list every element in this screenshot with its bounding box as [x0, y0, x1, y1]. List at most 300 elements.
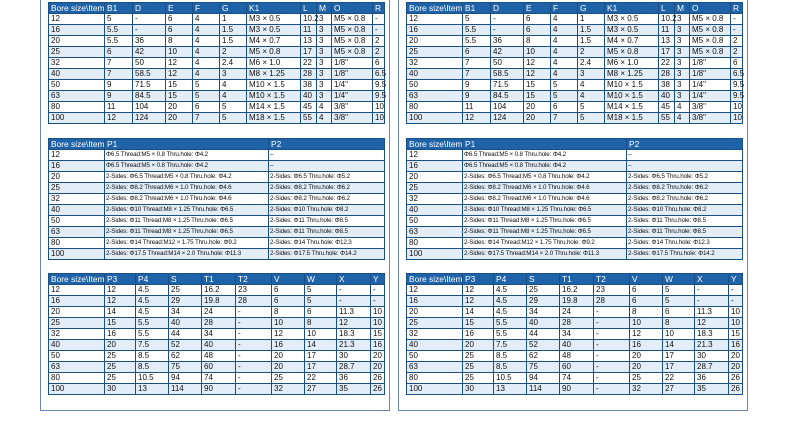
table-cell: 21.3	[695, 340, 729, 351]
table-cell: 6	[193, 102, 220, 113]
header-row	[407, 3, 743, 14]
table-cell: 42	[133, 47, 166, 58]
table-row	[407, 351, 743, 362]
header-row	[407, 274, 743, 285]
table-row	[407, 285, 743, 296]
column-header: L	[301, 3, 317, 14]
table-cell: 2.4	[578, 58, 605, 69]
table-cell: 52	[169, 340, 202, 351]
table-cell: 2-Sides: Φ17.5 Thru.hole: Φ14.2	[269, 249, 385, 260]
table-cell: 10.2	[659, 14, 675, 25]
table-cell: 2.4	[220, 58, 247, 69]
table-cell: -	[594, 373, 630, 384]
table-cell: 22	[301, 58, 317, 69]
column-header: Bore size\Item	[407, 3, 463, 14]
table-row	[407, 329, 743, 340]
table-cell: 50	[49, 351, 105, 362]
table-cell: 71.5	[133, 80, 166, 91]
table-cell: 15	[166, 80, 193, 91]
table-cell: M5 × 0.8	[332, 36, 373, 47]
table-cell: 6	[166, 25, 193, 36]
table-cell: 9	[463, 91, 491, 102]
column-header: P2	[627, 139, 743, 150]
table-cell: M5 × 0.8	[690, 47, 731, 58]
table-cell: 75	[169, 362, 202, 373]
table-cell: 2-Sides: Φ14 Thread:M12 × 1.75 Thru.hole: Φ9.2	[463, 238, 627, 249]
table-cell: 74	[202, 373, 236, 384]
table-cell: 6	[272, 285, 305, 296]
table-row	[49, 351, 385, 362]
table-cell: 2-Sides: Φ8.2 Thru.hole: Φ6.2	[269, 194, 385, 205]
table-cell: 58.5	[133, 69, 166, 80]
table-cell: 12	[463, 285, 494, 296]
column-header: O	[332, 3, 373, 14]
table-cell: 2-Sides: Φ8.2 Thru.hole: Φ6.2	[627, 194, 743, 205]
column-header: F	[193, 3, 220, 14]
table-cell: 23	[236, 285, 272, 296]
table-cell: 3/8"	[332, 113, 373, 124]
column-header: S	[169, 274, 202, 285]
table-cell: 1/8"	[690, 69, 731, 80]
table-cell: 80	[49, 102, 105, 113]
table-cell: 1/4"	[690, 91, 731, 102]
table-cell: 17	[663, 362, 695, 373]
table-cell: 3	[675, 25, 690, 36]
table-cell: 15	[524, 91, 551, 102]
table-cell: 8	[630, 307, 663, 318]
table-cell: 15	[166, 91, 193, 102]
table-cell: M5 × 0.8	[690, 14, 731, 25]
table-cell: 5	[578, 102, 605, 113]
table-cell: 3	[675, 14, 690, 25]
table-cell: 5.5	[463, 36, 491, 47]
table-cell: 16	[49, 161, 105, 172]
table-cell: 12	[630, 329, 663, 340]
table-cell: 90	[560, 384, 594, 395]
table-cell: 11	[463, 102, 491, 113]
table-cell: 20	[371, 351, 385, 362]
table-row	[407, 238, 743, 249]
table-cell: 3	[220, 69, 247, 80]
spec-panel-left	[40, 0, 390, 411]
table-cell: 29	[169, 296, 202, 307]
table-cell: 5.5	[105, 36, 133, 47]
table-cell: 2-Sides: Φ11 Thru.hole: Φ8.5	[269, 216, 385, 227]
table-cell: 8	[524, 36, 551, 47]
table-cell: 26	[729, 373, 743, 384]
table-cell: 80	[407, 102, 463, 113]
column-header: Bore size\Item	[49, 274, 105, 285]
table-cell: 25	[105, 373, 136, 384]
column-header: R	[731, 3, 743, 14]
table-cell: 16	[630, 340, 663, 351]
table-cell: -	[236, 362, 272, 373]
table-cell: 8.5	[494, 351, 527, 362]
table-cell: 6.5	[373, 69, 385, 80]
table-cell: 1	[220, 14, 247, 25]
table-cell: 63	[49, 91, 105, 102]
table-cell: 50	[407, 80, 463, 91]
table-cell: 2-Sides: Φ6.5 Thread:M5 × 0.8 Thru.hole: Φ4.2	[463, 172, 627, 183]
table-cell: 15	[524, 80, 551, 91]
table-cell: 48	[202, 351, 236, 362]
table-cell: 12	[166, 69, 193, 80]
table-cell: 13	[301, 36, 317, 47]
table-cell: 3	[675, 80, 690, 91]
table-cell: 20	[49, 172, 105, 183]
table-cell: 4.5	[494, 307, 527, 318]
table-cell: 10.5	[136, 373, 169, 384]
column-header: P3	[105, 274, 136, 285]
table-cell: 27	[663, 384, 695, 395]
table-cell: 80	[407, 373, 463, 384]
table-cell: 20	[166, 113, 193, 124]
table-cell: 5.5	[494, 318, 527, 329]
table-cell: 7.5	[136, 340, 169, 351]
table-cell: 32	[407, 58, 463, 69]
table-cell: 20	[272, 362, 305, 373]
table-cell: 10	[305, 329, 337, 340]
table-row	[49, 373, 385, 384]
table-cell: 34	[527, 307, 560, 318]
table-cell: 63	[407, 227, 463, 238]
column-header: P1	[463, 139, 627, 150]
table-cell: 2-Sides: Φ11 Thread:M8 × 1.25 Thru.hole: Φ6.5	[463, 216, 627, 227]
table-cell: -	[491, 14, 524, 25]
table-row	[49, 47, 385, 58]
table-cell: 25	[630, 373, 663, 384]
table-cell: M10 × 1.5	[605, 91, 659, 102]
table-cell: 25	[49, 183, 105, 194]
table-cell: 30	[105, 384, 136, 395]
table-row	[407, 384, 743, 395]
table-cell: 40	[407, 340, 463, 351]
table-row	[49, 238, 385, 249]
table-cell: –	[627, 161, 743, 172]
table-cell: 10	[729, 318, 743, 329]
table-cell: -	[373, 14, 385, 25]
table-cell: -	[695, 296, 729, 307]
table-cell: 4	[193, 58, 220, 69]
table-cell: 35	[695, 384, 729, 395]
table-cell: 4	[193, 14, 220, 25]
table-cell: 4	[551, 47, 578, 58]
column-header: E	[166, 3, 193, 14]
column-header: B1	[105, 3, 133, 14]
table-cell: 3	[317, 80, 332, 91]
table-cell: 100	[49, 113, 105, 124]
table-cell: -	[695, 285, 729, 296]
table-cell: 63	[49, 227, 105, 238]
table-cell: 104	[133, 102, 166, 113]
table-cell: 36	[491, 36, 524, 47]
table-cell: 74	[560, 373, 594, 384]
table-cell: 9.5	[731, 80, 743, 91]
table-cell: 8.5	[136, 362, 169, 373]
table-cell: 2-Sides: Φ11 Thru.hole: Φ8.5	[269, 227, 385, 238]
table-cell: 2-Sides: Φ8.2 Thread:M6 × 1.0 Thru.hole: Φ4.6	[105, 183, 269, 194]
table-cell: 4	[193, 47, 220, 58]
table-cell: 18.3	[695, 329, 729, 340]
column-header: Bore size\Item	[49, 139, 105, 150]
table-cell: 1/4"	[332, 91, 373, 102]
table-cell: 6	[663, 307, 695, 318]
table-cell: 62	[169, 351, 202, 362]
table-cell: 5	[551, 80, 578, 91]
table-row	[407, 69, 743, 80]
table-cell: 2-Sides: Φ14 Thru.hole: Φ12.3	[627, 238, 743, 249]
table-cell: 94	[527, 373, 560, 384]
table-cell: 11.3	[695, 307, 729, 318]
table-cell: 4	[551, 36, 578, 47]
table-cell: -	[594, 307, 630, 318]
table-cell: 40	[407, 205, 463, 216]
table-cell: 114	[169, 384, 202, 395]
port-table	[406, 138, 743, 260]
table-cell: 32	[49, 329, 105, 340]
table-cell: 28.7	[337, 362, 371, 373]
table-cell: 20	[407, 307, 463, 318]
table-cell: 44	[169, 329, 202, 340]
table-cell: 50	[407, 216, 463, 227]
table-cell: M3 × 0.5	[247, 25, 301, 36]
table-cell: 4	[578, 91, 605, 102]
table-cell: 10	[272, 318, 305, 329]
table-cell: 3	[675, 58, 690, 69]
table-cell: 2-Sides: Φ11 Thread:M8 × 1.25 Thru.hole: Φ6.5	[105, 227, 269, 238]
dimension-table-2	[406, 273, 743, 395]
table-cell: 42	[491, 47, 524, 58]
table-cell: 5.5	[463, 25, 491, 36]
table-cell: 5.5	[105, 25, 133, 36]
table-cell: 84.5	[491, 91, 524, 102]
table-cell: 13	[659, 36, 675, 47]
table-cell: Φ6.5 Thread:M5 × 0.8 Thru.hole: Φ4.2	[463, 150, 627, 161]
table-cell: 9	[463, 80, 491, 91]
table-cell: 16	[105, 329, 136, 340]
table-cell: 4	[578, 80, 605, 91]
table-cell: 5	[305, 296, 337, 307]
table-row	[407, 36, 743, 47]
header-row	[49, 3, 385, 14]
table-cell: 100	[407, 249, 463, 260]
table-cell: 30	[463, 384, 494, 395]
column-header: K1	[247, 3, 301, 14]
dimension-table-2	[48, 273, 385, 395]
table-cell: 2-Sides: Φ8.2 Thread:M6 × 1.0 Thru.hole: Φ4.6	[463, 183, 627, 194]
table-cell: 34	[560, 329, 594, 340]
table-cell: 6	[463, 47, 491, 58]
table-row	[49, 296, 385, 307]
spec-panel-right	[398, 0, 748, 411]
table-cell: M6 × 1.0	[605, 58, 659, 69]
table-cell: 40	[527, 318, 560, 329]
table-row	[49, 340, 385, 351]
table-cell: 10	[371, 318, 385, 329]
table-cell: 3	[675, 69, 690, 80]
table-cell: 12	[49, 14, 105, 25]
table-cell: 36	[695, 373, 729, 384]
table-row	[407, 91, 743, 102]
table-cell: M5 × 0.8	[605, 47, 659, 58]
table-cell: 22	[305, 373, 337, 384]
table-cell: 11	[105, 102, 133, 113]
table-cell: 16	[371, 340, 385, 351]
table-row	[407, 318, 743, 329]
table-cell: 14	[105, 307, 136, 318]
table-cell: 25	[105, 362, 136, 373]
table-cell: 26	[371, 373, 385, 384]
table-cell: -	[236, 329, 272, 340]
table-cell: M5 × 0.8	[690, 36, 731, 47]
table-cell: 3	[317, 25, 332, 36]
table-cell: 9	[105, 80, 133, 91]
table-cell: 4	[551, 58, 578, 69]
table-cell: 14	[463, 307, 494, 318]
column-header: Y	[729, 274, 743, 285]
table-cell: M5 × 0.8	[247, 47, 301, 58]
table-cell: 18.3	[337, 329, 371, 340]
table-row	[407, 249, 743, 260]
table-cell: -	[236, 307, 272, 318]
table-cell: 4.5	[494, 296, 527, 307]
table-cell: 50	[491, 58, 524, 69]
table-cell: 5	[578, 113, 605, 124]
table-cell: -	[236, 318, 272, 329]
table-cell: 10	[731, 102, 743, 113]
table-cell: 16	[272, 340, 305, 351]
table-cell: 10.2	[301, 14, 317, 25]
table-cell: 2-Sides: Φ11 Thread:M8 × 1.25 Thru.hole: Φ6.5	[105, 216, 269, 227]
table-cell: 5	[220, 113, 247, 124]
table-row	[407, 58, 743, 69]
table-cell: 6	[272, 296, 305, 307]
table-cell: 12	[49, 150, 105, 161]
table-row	[49, 161, 385, 172]
table-row	[407, 227, 743, 238]
table-cell: -	[729, 285, 743, 296]
table-cell: 34	[169, 307, 202, 318]
table-cell: M14 × 1.5	[247, 102, 301, 113]
table-row	[49, 194, 385, 205]
table-cell: 36	[133, 36, 166, 47]
table-row	[407, 25, 743, 36]
table-cell: 12	[463, 113, 491, 124]
table-cell: M8 × 1.25	[605, 69, 659, 80]
table-cell: -	[594, 318, 630, 329]
table-cell: 36	[337, 373, 371, 384]
table-cell: 7	[463, 58, 491, 69]
table-cell: 24	[202, 307, 236, 318]
table-cell: 40	[169, 318, 202, 329]
table-cell: 20	[630, 362, 663, 373]
table-cell: 2-Sides: Φ17.5 Thread:M14 × 2.0 Thru.hole: Φ11.3	[463, 249, 627, 260]
column-header: V	[630, 274, 663, 285]
table-cell: 25	[463, 373, 494, 384]
table-cell: 23	[594, 285, 630, 296]
table-cell: 63	[49, 362, 105, 373]
table-cell: 25	[49, 47, 105, 58]
column-header: T2	[236, 274, 272, 285]
table-row	[49, 318, 385, 329]
table-cell: 2-Sides: Φ8.2 Thread:M6 × 1.0 Thru.hole: Φ4.6	[463, 194, 627, 205]
table-cell: 4	[675, 102, 690, 113]
table-cell: 29	[527, 296, 560, 307]
table-cell: 104	[491, 102, 524, 113]
table-cell: 20	[407, 172, 463, 183]
header-row	[407, 139, 743, 150]
table-cell: 25	[527, 285, 560, 296]
table-cell: 13	[494, 384, 527, 395]
table-cell: 2-Sides: Φ10 Thread:M8 × 1.25 Thru.hole: Φ6.5	[463, 205, 627, 216]
table-cell: 17	[305, 362, 337, 373]
table-cell: 25	[407, 183, 463, 194]
table-cell: 14	[663, 340, 695, 351]
table-cell: 4.5	[136, 296, 169, 307]
table-cell: 6	[373, 58, 385, 69]
table-cell: 30	[337, 351, 371, 362]
column-header: W	[663, 274, 695, 285]
table-cell: 16	[463, 329, 494, 340]
table-row	[407, 172, 743, 183]
table-cell: 12	[407, 14, 463, 25]
table-cell: 2	[731, 36, 743, 47]
header-row	[49, 274, 385, 285]
table-cell: 10	[373, 113, 385, 124]
table-cell: Φ6.5 Thread:M5 × 0.8 Thru.hole: Φ4.2	[105, 150, 269, 161]
table-cell: 2-Sides: Φ6.5 Thru.hole: Φ5.2	[269, 172, 385, 183]
table-cell: 8.5	[136, 351, 169, 362]
table-cell: 60	[202, 362, 236, 373]
table-cell: 16.2	[202, 285, 236, 296]
table-cell: 5	[193, 91, 220, 102]
table-cell: -	[133, 14, 166, 25]
table-cell: 1.5	[220, 25, 247, 36]
table-cell: 10	[663, 329, 695, 340]
table-cell: 100	[49, 249, 105, 260]
table-cell: 32	[630, 384, 663, 395]
table-row	[407, 216, 743, 227]
table-cell: 5	[193, 80, 220, 91]
table-cell: 4.5	[494, 285, 527, 296]
table-cell: 25	[463, 351, 494, 362]
table-cell: -	[729, 296, 743, 307]
table-cell: 19.8	[202, 296, 236, 307]
table-cell: 2	[373, 47, 385, 58]
column-header: Bore size\Item	[407, 274, 463, 285]
table-row	[407, 194, 743, 205]
table-cell: 4	[193, 36, 220, 47]
table-cell: 4	[220, 80, 247, 91]
table-cell: 15	[729, 329, 743, 340]
table-cell: 62	[527, 351, 560, 362]
table-cell: -	[491, 25, 524, 36]
table-cell: -	[731, 25, 743, 36]
table-cell: 4	[675, 113, 690, 124]
table-cell: -	[594, 340, 630, 351]
table-cell: 7	[105, 69, 133, 80]
table-cell: 2-Sides: Φ6.5 Thread:M5 × 0.8 Thru.hole: Φ4.2	[105, 172, 269, 183]
table-cell: 27	[305, 384, 337, 395]
column-header: M	[675, 3, 690, 14]
table-cell: 12	[105, 113, 133, 124]
table-cell: 4	[551, 14, 578, 25]
table-cell: -	[594, 351, 630, 362]
table-cell: M3 × 0.5	[605, 14, 659, 25]
table-row	[407, 47, 743, 58]
table-row	[49, 91, 385, 102]
table-cell: 94	[169, 373, 202, 384]
